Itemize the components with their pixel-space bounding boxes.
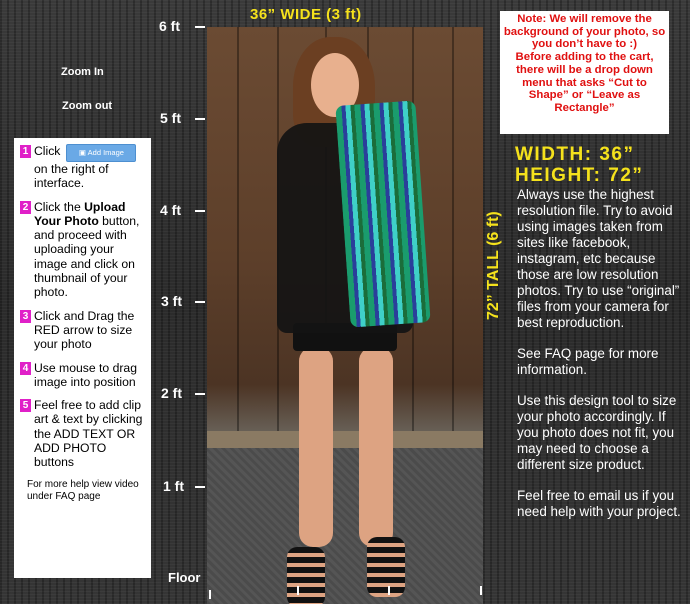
height-title: HEIGHT: 72” xyxy=(515,165,644,186)
step-text: on the right of interface. xyxy=(34,162,109,191)
floor-label: Floor xyxy=(168,570,201,585)
tall-label: 72” TALL (6 ft) xyxy=(485,211,502,320)
floor-tick xyxy=(480,586,482,595)
step-text: Feel free to add clip art & text by clicking the ADD TEXT OR ADD PHOTO buttons xyxy=(34,398,143,470)
width-banner: 36” WIDE (3 ft) xyxy=(250,6,362,23)
note-line-1: Note: We will remove the background of your photo, so you don’t have to :) xyxy=(503,13,666,51)
instruction-step-2 xyxy=(20,200,146,300)
add-image-button[interactable] xyxy=(66,144,136,162)
instruction-step-5 xyxy=(20,398,146,469)
image-icon: ▣ xyxy=(78,148,88,157)
person-sandal xyxy=(367,537,405,597)
step-number-badge: 2 xyxy=(20,201,31,214)
person-leg xyxy=(359,347,393,547)
info-paragraph-email: Feel free to email us if you need help with your project. xyxy=(517,488,681,519)
zoom-out-button[interactable]: Zoom out xyxy=(62,100,113,112)
floor-tick xyxy=(209,590,211,599)
ruler-tick xyxy=(195,118,205,120)
instruction-step-1 xyxy=(20,144,146,191)
ruler-mark-6ft: 6 ft xyxy=(159,18,180,34)
step-text: Click xyxy=(34,144,61,158)
step-number-badge: 5 xyxy=(20,399,31,412)
ruler-tick xyxy=(195,393,205,395)
ruler-tick xyxy=(195,486,205,488)
person-leg xyxy=(299,347,333,547)
ruler-mark-2ft: 2 ft xyxy=(161,385,182,401)
ruler-mark-4ft: 4 ft xyxy=(160,202,181,218)
step-number-badge: 3 xyxy=(20,310,31,323)
note-line-2: Before adding to the cart, there will be a drop down menu that asks “Cut to Shape” or “Leave as Rectangle” xyxy=(515,51,654,114)
step-number-badge: 4 xyxy=(20,362,31,375)
info-paragraph-resolution: Always use the highest resolution file. Try to avoid using images taken from sites like facebook, instagram, etc because those are low resolution photos. Try to use “original” files from your camera for best reproduction. xyxy=(517,187,680,330)
step-text: Use mouse to drag image into position xyxy=(34,360,137,389)
instruction-step-4 xyxy=(20,361,146,390)
step-text: Click and Drag the RED arrow to size your photo xyxy=(34,308,135,352)
floor-tick xyxy=(388,586,390,595)
ruler-mark-5ft: 5 ft xyxy=(160,110,181,126)
width-title: WIDTH: 36” xyxy=(515,144,635,165)
floor-tick xyxy=(297,586,299,595)
ruler-mark-1ft: 1 ft xyxy=(163,478,184,494)
background-removal-note xyxy=(500,11,669,134)
ruler-tick xyxy=(195,210,205,212)
info-paragraph-faq: See FAQ page for more information. xyxy=(517,346,659,377)
ruler-tick xyxy=(195,26,205,28)
ruler-tick xyxy=(195,301,205,303)
photo-canvas[interactable] xyxy=(207,27,483,604)
ruler-mark-3ft: 3 ft xyxy=(161,293,182,309)
instructions-panel xyxy=(14,138,151,578)
add-image-button-label: Add Image xyxy=(87,148,124,157)
step-number-badge: 1 xyxy=(20,145,31,158)
step-text-bold: Upload Your Photo xyxy=(34,199,126,228)
zoom-in-button[interactable]: Zoom In xyxy=(61,66,104,78)
help-text: For more help view video under FAQ page xyxy=(27,478,139,502)
person-sandal xyxy=(287,547,325,604)
info-text xyxy=(517,187,689,535)
curb xyxy=(207,431,483,448)
person-towel xyxy=(335,100,430,327)
door-plank xyxy=(237,27,239,442)
step-text: Click the xyxy=(34,199,85,214)
instruction-step-3 xyxy=(20,309,146,352)
step-text: button, and proceed with uploading your image and click on thumbnail of your photo. xyxy=(34,213,140,300)
door-plank xyxy=(452,27,454,442)
ground xyxy=(207,448,483,604)
info-paragraph-sizing: Use this design tool to size your photo accordingly. If you photo does not fit, you may need to choose a different size product. xyxy=(517,393,677,472)
